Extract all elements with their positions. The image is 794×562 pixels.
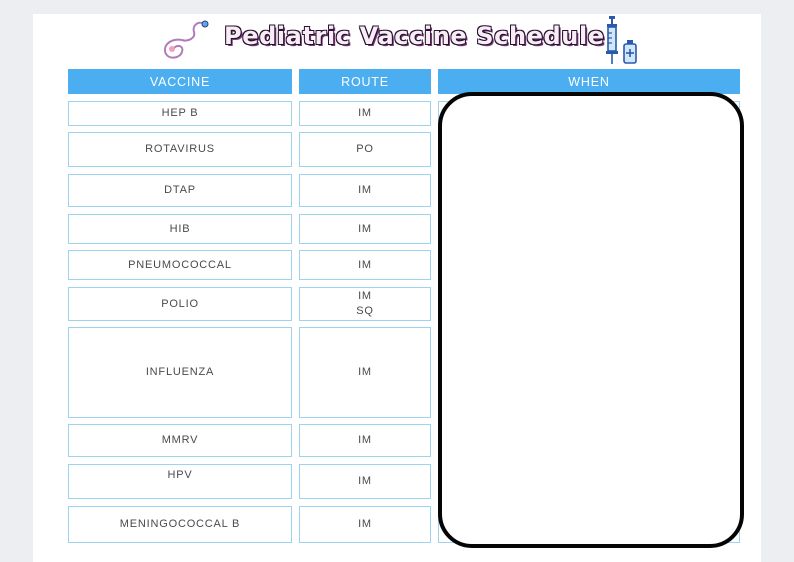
vaccine-cell-hpv: HPV bbox=[68, 464, 292, 499]
route-cell-hib: IM bbox=[299, 214, 431, 244]
route-cell-influenza: IM bbox=[299, 327, 431, 418]
route-cell-pneumococcal: IM bbox=[299, 250, 431, 280]
vaccine-cell-dtap: DTAP bbox=[68, 174, 292, 207]
vaccine-cell-rotavirus: ROTAVIRUS bbox=[68, 132, 292, 167]
header-vaccine: VACCINE bbox=[68, 69, 292, 94]
syringe-vial-icon bbox=[600, 14, 640, 66]
vaccine-cell-hep-b: HEP B bbox=[68, 101, 292, 126]
vaccine-cell-meningococcal-b: MENINGOCOCCAL B bbox=[68, 506, 292, 543]
route-line-sq: SQ bbox=[356, 305, 374, 317]
vaccine-cell-influenza: INFLUENZA bbox=[68, 327, 292, 418]
vaccine-cell-polio: POLIO bbox=[68, 287, 292, 321]
vaccine-cell-mmrv: MMRV bbox=[68, 424, 292, 457]
header-route: ROUTE bbox=[299, 69, 431, 94]
route-cell-polio bbox=[299, 287, 431, 321]
route-line-im: IM bbox=[358, 290, 372, 302]
route-cell-rotavirus: PO bbox=[299, 132, 431, 167]
vaccine-cell-pneumococcal: PNEUMOCOCCAL bbox=[68, 250, 292, 280]
vaccine-cell-hib: HIB bbox=[68, 214, 292, 244]
page-title: Pediatric Vaccine Schedule bbox=[224, 22, 605, 50]
route-cell-hpv: IM bbox=[299, 464, 431, 499]
route-cell-dtap: IM bbox=[299, 174, 431, 207]
blank-answer-box bbox=[438, 92, 744, 548]
stethoscope-icon bbox=[158, 18, 214, 62]
route-cell-hep-b: IM bbox=[299, 101, 431, 126]
header-when: WHEN bbox=[438, 69, 740, 94]
route-cell-meningococcal-b: IM bbox=[299, 506, 431, 543]
route-cell-mmrv: IM bbox=[299, 424, 431, 457]
